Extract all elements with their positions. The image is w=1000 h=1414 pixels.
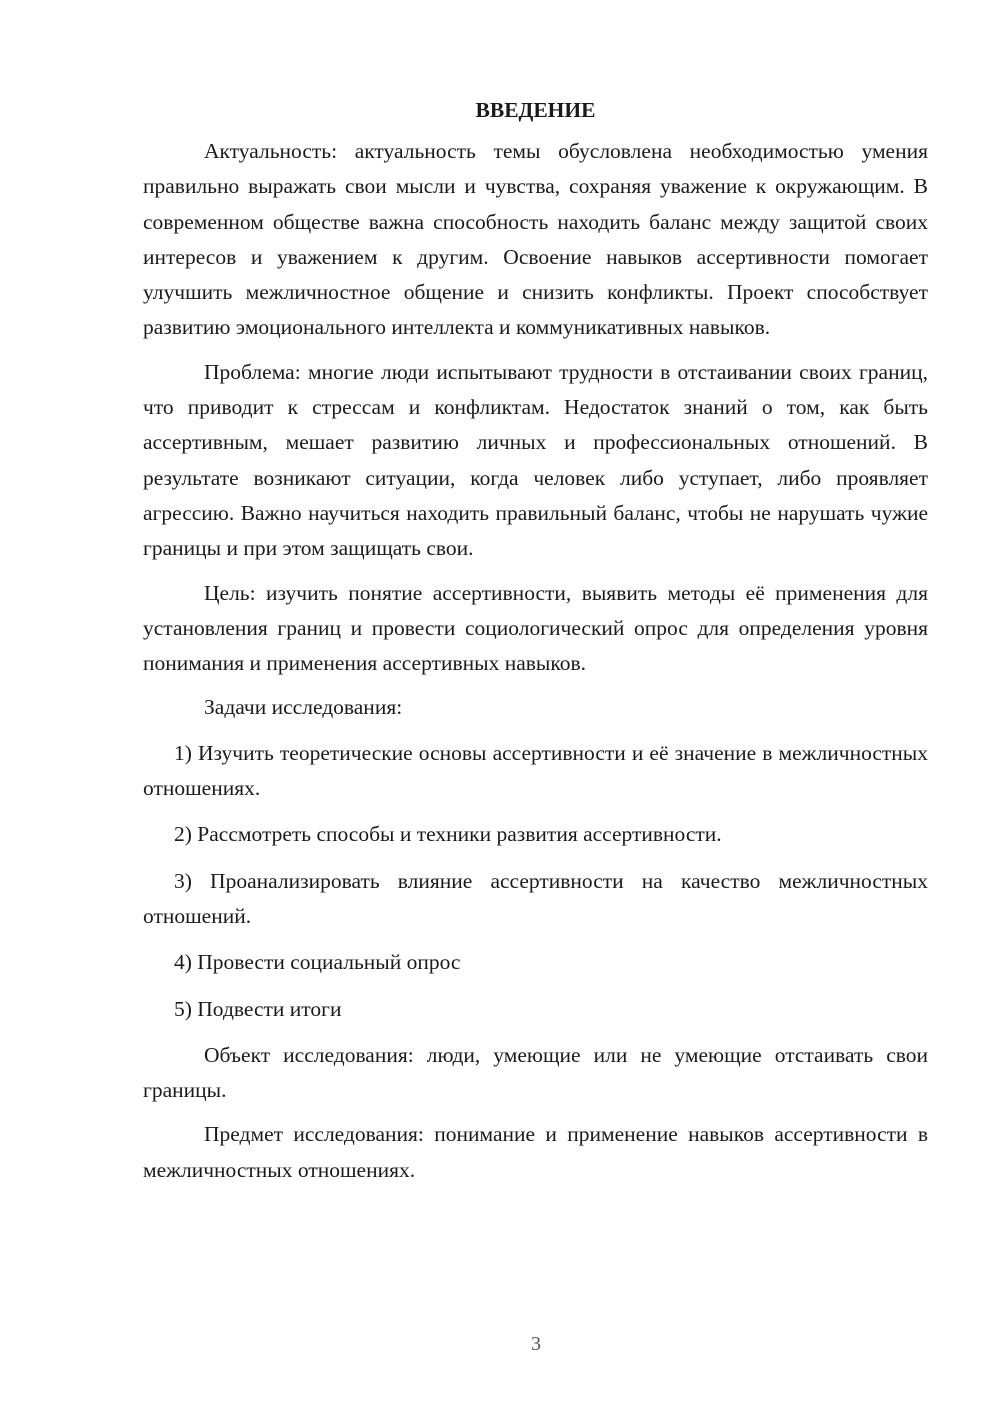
paragraph-object: Объект исследования: люди, умеющие или не умеющие отстаивать свои границы.: [143, 1042, 928, 1103]
task-item-3: 3) Проанализировать влияние ассертивности на качество межличностных отношений.: [143, 868, 928, 928]
paragraph-problem: Проблема: многие люди испытывают трудности в отстаивании своих границ, что приводит к стрессам и конфликтам. Недостаток знаний о том, как быть ассертивным, мешает развитию личных и профессиональных отношений. В результате возникают ситуации, когда человек либо уступает, либо проявляет агрессию. Важно научиться находить правильный баланс, чтобы не нарушать чужие границы и при этом защищать свои.: [143, 359, 928, 561]
task-item-4: 4) Провести социальный опрос: [174, 950, 461, 975]
paragraph-relevance: Актуальность: актуальность темы обусловлена необходимостью умения правильно выражать свои мысли и чувства, сохраняя уважение к окружающим. В современном обществе важна способность находить баланс между защитой своих интересов и уважением к другим. Освоение навыков ассертивности помогает улучшить межличностное общение и снизить конфликты. Проект способствует развитию эмоционального интеллекта и коммуникативных навыков.: [143, 139, 928, 340]
task-item-5: 5) Подвести итоги: [174, 996, 342, 1021]
page-number: 3: [531, 1333, 541, 1355]
task-item-1: 1) Изучить теоретические основы ассертивности и её значение в межличностных отношениях.: [143, 740, 928, 801]
paragraph-goal: Цель: изучить понятие ассертивности, выявить методы её применения для установления границ и провести социологический опрос для определения уровня понимания и применения ассертивных навыков.: [143, 580, 928, 676]
document-page: [143, 92, 928, 1197]
paragraph-subject: Предмет исследования: понимание и применение навыков ассертивности в межличностных отношениях.: [143, 1122, 928, 1182]
task-item-2: 2) Рассмотреть способы и техники развития ассертивности.: [174, 822, 722, 847]
tasks-heading: Задачи исследования:: [204, 695, 403, 720]
document-title: ВВЕДЕНИЕ: [475, 98, 596, 122]
